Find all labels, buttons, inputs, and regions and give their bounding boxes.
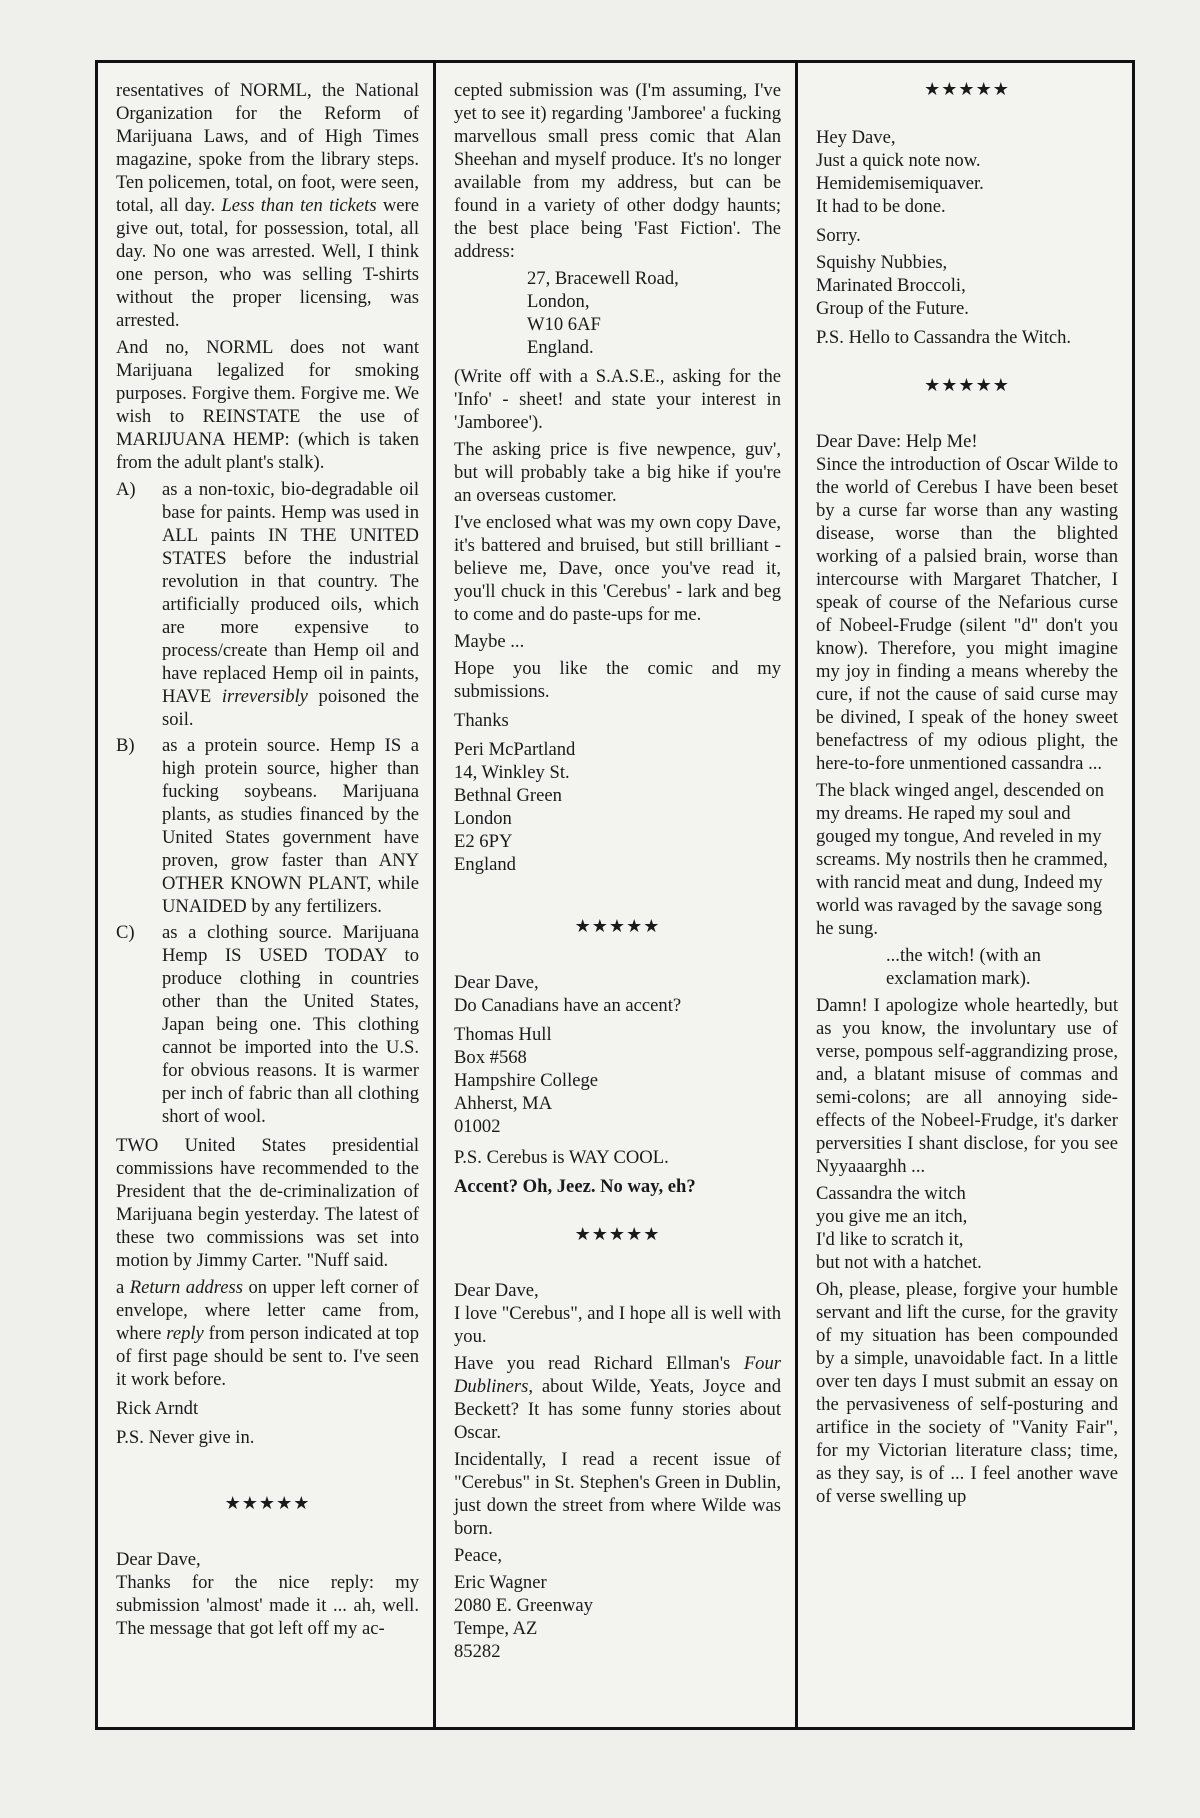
paragraph: The asking price is five newpence, guv', but will probably take a big hike if you're an overseas customer. <box>454 439 781 506</box>
verse-line: you give me an itch, <box>816 1206 968 1227</box>
address-line: London, <box>527 291 590 312</box>
paragraph: Do Canadians have an accent? <box>454 995 682 1016</box>
text-line: Group of the Future. <box>816 298 969 319</box>
paragraph: Hope you like the comic and my submissions. <box>454 658 781 702</box>
verse-line: Cassandra the witch <box>816 1183 966 1204</box>
letter-lines <box>816 251 1118 320</box>
address-block <box>454 267 781 359</box>
list-label: A) <box>116 479 136 500</box>
address-line: 27, Bracewell Road, <box>527 268 679 289</box>
paragraph: cepted submission was (I'm assuming, I've yet to see it) regarding 'Jamboree' a fucking marvellous small press comic that Alan Sheehan and myself produce. It's no longer available from my address, but can be found in a variety of other dodgy haunts; the best place being 'Fast Fiction'. The address: <box>454 80 781 262</box>
verse-tail: ...the witch! (with an exclamation mark). <box>886 945 1041 989</box>
text-line: Squishy Nubbies, <box>816 252 948 273</box>
signature: Rick Arndt <box>116 1398 199 1419</box>
list-label: C) <box>116 922 135 943</box>
section-divider-stars: ★★★★★ <box>924 375 1010 395</box>
salutation: Dear Dave, <box>454 1280 539 1301</box>
paragraph: I love "Cerebus", and I hope all is well with you. <box>454 1303 781 1347</box>
paragraph: Have you read Richard Ellman's Four Dubliners, about Wilde, Yeats, Joyce and Beckett? It has some funny stories about Oscar. <box>454 1353 781 1443</box>
address-line: W10 6AF <box>527 314 601 335</box>
verse: The black winged angel, descended on my dreams. He raped my soul and gouged my tongue, And reveled in my screams. My nostrils then he crammed, with rancid meat and dung, Indeed my world was ravaged by the savage song he sung. <box>816 780 1108 939</box>
list-text: as a clothing source. Marijuana Hemp IS USED TODAY to produce clothing in countries other than the United States, Japan being one. This clothing cannot be imported into the U.S. for obvious reasons. It is warmer per inch of fabric than all clothing short of wool. <box>162 922 419 1127</box>
paragraph: Peace, <box>454 1545 503 1566</box>
section-divider-stars: ★★★★★ <box>924 79 1010 99</box>
address-line: 01002 <box>454 1116 501 1137</box>
paragraph: Thanks for the nice reply: my submission 'almost' made it ... ah, well. The message that got left off my ac- <box>116 1572 419 1639</box>
address-line: E2 6PY <box>454 831 513 852</box>
section-divider-stars: ★★★★★ <box>574 1224 661 1244</box>
address-line: Hampshire College <box>454 1070 599 1091</box>
list-label: B) <box>116 735 135 756</box>
paragraph: Since the introduction of Oscar Wilde to the world of Cerebus I have been beset by a curse far worse than any wasting disease, worse than the blighted working of a palsied brain, worse than intercourse with Margaret Thatcher, I speak of course of the Nefarious curse of Nobeel-Frudge (silent "d" don't you know). Therefore, you might imagine my joy in finding a means whereby the cure, if not the cause of said curse may be divined, I speak of the honey sweet benefactress of my odious plight, the here-to-fore unmentioned cassandra ... <box>816 454 1118 774</box>
text-line: Sorry. <box>816 225 861 246</box>
verse-line: I'd like to scratch it, <box>816 1229 964 1250</box>
list-item <box>116 734 419 918</box>
paragraph: Damn! I apologize whole heartedly, but as you know, the involuntary use of verse, pompous self-aggrandizing prose, and, a blatant misuse of commas and semi-colons; are all annoying side-effects of the Nobeel-Frudge, it's darker perversities I shant disclose, for you see Nyyaaarghh ... <box>816 995 1118 1177</box>
address-line: Box #568 <box>454 1047 527 1068</box>
address-line: Peri McPartland <box>454 739 576 760</box>
address-line: Tempe, AZ <box>454 1618 538 1639</box>
paragraph: Thanks <box>454 710 509 731</box>
text-line: Marinated Broccoli, <box>816 275 966 296</box>
postscript: P.S. Cerebus is WAY COOL. <box>454 1147 669 1168</box>
list-item <box>116 478 419 731</box>
paragraph: Incidentally, I read a recent issue of "Cerebus" in St. Stephen's Green in Dublin, just down the street from where Wilde was born. <box>454 1449 781 1539</box>
address-line: Ahherst, MA <box>454 1093 553 1114</box>
address-line: Bethnal Green <box>454 785 562 806</box>
salutation: Dear Dave, <box>116 1549 201 1570</box>
address-line: 85282 <box>454 1641 501 1662</box>
editor-reply: Accent? Oh, Jeez. No way, eh? <box>454 1176 696 1197</box>
address-line: England <box>454 854 516 875</box>
address-line: 2080 E. Greenway <box>454 1595 593 1616</box>
letters-frame <box>95 60 1135 1730</box>
paragraph: TWO United States presidential commissions have recommended to the President that the de-criminalization of Marijuana begin yesterday. The latest of these two commissions was set into motion by Jimmy Carter. "Nuff said. <box>116 1135 419 1271</box>
paragraph: a Return address on upper left corner of envelope, where letter came from, where reply from person indicated at top of first page should be sent to. I've seen it work before. <box>116 1277 420 1390</box>
address-block <box>454 1571 781 1663</box>
list-text: as a non-toxic, bio-degradable oil base for paints. Hemp was used in ALL paints IN THE UNITED STATES before the industrial revolution in that country. The artificially produced oils, which are more expensive to process/create than Hemp oil and have replaced Hemp oil in paints, HAVE irreversibly poisoned the soil. <box>162 479 419 730</box>
paragraph: I've enclosed what was my own copy Dave, it's battered and bruised, but still brilliant - believe me, Dave, once you've read it, you'll chuck in this 'Cerebus' - lark and beg to come and do paste-ups for me. <box>454 512 781 625</box>
address-line: London <box>454 808 512 829</box>
text-line: Hemidemisemiquaver. <box>816 173 984 194</box>
text-line: Just a quick note now. <box>816 150 981 171</box>
column-3 <box>798 63 1132 1727</box>
column-1 <box>98 63 436 1727</box>
text-line: Hey Dave, <box>816 127 896 148</box>
section-divider-stars: ★★★★★ <box>574 916 661 936</box>
paragraph: resentatives of NORML, the National Organization for the Reform of Marijuana Laws, and of High Times magazine, spoke from the library steps. Ten policemen, total, on foot, were seen, total, all day. Less than ten tickets were give out, total, for possession, total, all day. No one was arrested. Well, I think one person, who was selling T-shirts without the proper licensing, was arrested. <box>116 80 419 331</box>
paragraph: And no, NORML does not want Marijuana legalized for smoking purposes. Forgive them. Forgive me. We wish to REINSTATE the use of MARIJUANA HEMP: (which is taken from the adult plant's stalk). <box>116 337 419 473</box>
hemp-uses-list <box>116 478 419 1128</box>
paragraph: (Write off with a S.A.S.E., asking for the 'Info' - sheet! and state your interest in 'Jamboree'). <box>454 366 781 433</box>
address-line: England. <box>527 337 594 358</box>
address-line: 14, Winkley St. <box>454 762 570 783</box>
letter-lines <box>816 126 1118 218</box>
address-line: Thomas Hull <box>454 1024 552 1045</box>
postscript: P.S. Hello to Cassandra the Witch. <box>816 327 1072 348</box>
verse <box>816 1182 1118 1274</box>
column-2 <box>436 63 798 1727</box>
section-divider-stars: ★★★★★ <box>224 1493 311 1513</box>
text-line: It had to be done. <box>816 196 946 217</box>
paragraph: Maybe ... <box>454 631 525 652</box>
postscript: P.S. Never give in. <box>116 1427 255 1448</box>
salutation: Dear Dave: Help Me! <box>816 431 978 452</box>
list-text: as a protein source. Hemp IS a high protein source, higher than fucking soybeans. Marijuana plants, as studies financed by the United States government have proven, grow faster than ANY OTHER KNOWN PLANT, while UNAIDED by any fertilizers. <box>162 735 419 917</box>
verse-line: but not with a hatchet. <box>816 1252 982 1273</box>
salutation: Dear Dave, <box>454 972 539 993</box>
address-block <box>454 738 781 876</box>
address-block <box>454 1023 781 1138</box>
paragraph: Oh, please, please, forgive your humble servant and lift the curse, for the gravity of my situation has been compounded by a simple, unavoidable fact. In a little over ten days I must submit an essay on the pervasiveness of self-posturing and artifice in the society of "Vanity Fair", for my Victorian literature class; time, as they say, is of ... I feel another wave of verse swelling up <box>816 1279 1118 1507</box>
list-item <box>116 921 419 1128</box>
address-line: Eric Wagner <box>454 1572 547 1593</box>
